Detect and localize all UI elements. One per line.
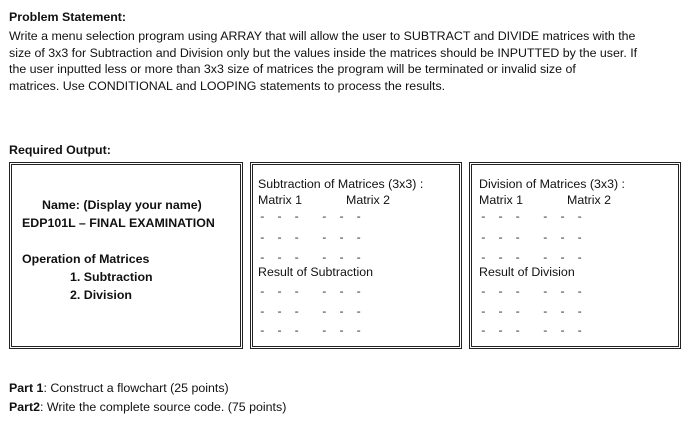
part-1-line: [9, 381, 229, 395]
exam-line: EDP101L – FINAL EXAMINATION: [22, 216, 215, 230]
required-output-heading: Required Output:: [9, 143, 111, 157]
matrix-cell-placeholder: - - -: [259, 253, 303, 265]
name-line: Name: (Display your name): [42, 198, 202, 212]
matrix-cell-placeholder: - - -: [259, 233, 303, 245]
part-1-label: Part 1: [9, 381, 44, 395]
part-2-label: Part2: [9, 400, 40, 414]
matrix-cell-placeholder: - - -: [542, 233, 586, 245]
matrix-cell-placeholder: - - -: [480, 233, 524, 245]
division-title: Division of Matrices (3x3) :: [479, 177, 625, 191]
operation-subtraction: 1. Subtraction: [70, 270, 153, 284]
problem-line: the user inputted less or more than 3x3 size of matrices the program will be terminated or invalid size of: [9, 62, 576, 76]
problem-line: size of 3x3 for Subtraction and Division only but the values inside the matrices should be INPUTTED by the user. If: [9, 45, 638, 60]
matrix-cell-placeholder: - - -: [542, 212, 586, 224]
result-cell-placeholder: - - -: [542, 326, 586, 338]
problem-statement-body: [9, 28, 691, 94]
matrix-cell-placeholder: - - -: [259, 212, 303, 224]
result-cell-placeholder: - - -: [321, 326, 365, 338]
matrix-cell-placeholder: - - -: [542, 253, 586, 265]
result-cell-placeholder: - - -: [480, 307, 524, 319]
operations-title: Operation of Matrices: [22, 252, 150, 266]
division-matrix2-label: Matrix 2: [567, 193, 612, 207]
matrix-cell-placeholder: - - -: [321, 233, 365, 245]
subtraction-panel: [250, 162, 462, 349]
subtraction-title: Subtraction of Matrices (3x3) :: [258, 177, 424, 191]
subtraction-matrix2-label: Matrix 2: [346, 193, 391, 207]
result-cell-placeholder: - - -: [542, 287, 586, 299]
matrix-cell-placeholder: - - -: [480, 253, 524, 265]
problem-line: matrices. Use CONDITIONAL and LOOPING statements to process the results.: [9, 78, 446, 93]
matrix-cell-placeholder: - - -: [321, 212, 365, 224]
division-panel: [469, 162, 681, 349]
matrix-cell-placeholder: - - -: [321, 253, 365, 265]
result-cell-placeholder: - - -: [321, 287, 365, 299]
problem-statement-heading: Problem Statement:: [9, 10, 127, 24]
result-cell-placeholder: - - -: [259, 287, 303, 299]
division-result-label: Result of Division: [479, 265, 575, 279]
division-matrix1-label: Matrix 1: [479, 193, 524, 207]
subtraction-result-label: Result of Subtraction: [258, 265, 374, 279]
result-cell-placeholder: - - -: [321, 307, 365, 319]
problem-line: Write a menu selection program using ARRAY that will allow the user to SUBTRACT and DIVIDE matrices with the: [9, 29, 636, 43]
subtraction-matrix1-label: Matrix 1: [258, 193, 303, 207]
result-cell-placeholder: - - -: [480, 326, 524, 338]
part-2-text: : Write the complete source code. (75 points): [40, 400, 287, 414]
result-cell-placeholder: - - -: [259, 307, 303, 319]
result-cell-placeholder: - - -: [259, 326, 303, 338]
part-1-text: : Construct a flowchart (25 points): [43, 381, 229, 395]
main-menu-panel: [9, 162, 243, 349]
part-2-line: [9, 400, 286, 414]
result-cell-placeholder: - - -: [480, 287, 524, 299]
operation-division: 2. Division: [70, 288, 132, 302]
matrix-cell-placeholder: - - -: [480, 212, 524, 224]
result-cell-placeholder: - - -: [542, 307, 586, 319]
